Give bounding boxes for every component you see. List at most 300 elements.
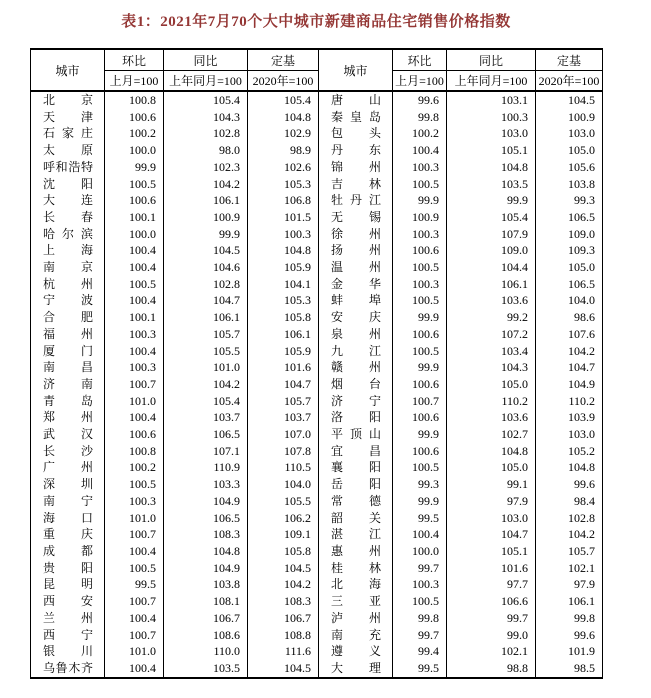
- fixed-base-index-cell: 107.8: [248, 443, 319, 460]
- fixed-base-index-cell: 107.6: [568, 326, 595, 341]
- city-name-cell: 南 昌: [31, 359, 105, 376]
- table-row: [31, 560, 603, 577]
- fixed-base-index-cell: 102.9: [248, 125, 319, 142]
- table-row: [31, 576, 603, 593]
- city-name-cell: 南 充: [319, 627, 393, 644]
- fixed-base-index-cell: 105.5: [248, 493, 319, 510]
- city-name-cell: 深 圳: [31, 476, 105, 493]
- city-name-cell: 海 口: [31, 510, 105, 527]
- yoy-index-cell: 103.6: [447, 292, 536, 309]
- header-mom-left: 环比: [105, 49, 164, 71]
- fixed-base-index-cell: 105.9: [248, 259, 319, 276]
- yoy-index-cell: 103.8: [164, 576, 248, 593]
- fixed-base-index-cell: 100.9: [568, 109, 595, 124]
- mom-index-cell: 101.0: [105, 643, 164, 660]
- city-name-cell: 三 亚: [319, 593, 393, 610]
- mom-index-cell: 100.7: [105, 593, 164, 610]
- table-row: [31, 359, 603, 376]
- yoy-index-cell: 99.9: [164, 226, 248, 243]
- mom-index-cell: 100.9: [393, 209, 447, 226]
- table-row: [31, 242, 603, 259]
- table-row: [31, 543, 603, 560]
- city-name-cell: 韶 关: [319, 510, 393, 527]
- fixed-base-index-cell: 106.2: [248, 510, 319, 527]
- city-name-cell: 湛 江: [319, 526, 393, 543]
- city-name-cell: 长 春: [31, 209, 105, 226]
- yoy-index-cell: 105.4: [164, 91, 248, 109]
- table-row: [31, 309, 603, 326]
- city-name-cell: 合 肥: [31, 309, 105, 326]
- mom-index-cell: 100.2: [393, 125, 447, 142]
- city-name-cell: 唐 山: [319, 91, 393, 109]
- yoy-index-cell: 102.8: [164, 125, 248, 142]
- yoy-index-cell: 108.1: [164, 593, 248, 610]
- mom-index-cell: 100.3: [105, 359, 164, 376]
- city-name-cell: 成 都: [31, 543, 105, 560]
- table-row: [31, 476, 603, 493]
- city-name-cell: 沈 阳: [31, 176, 105, 193]
- city-name-cell: 厦 门: [31, 343, 105, 360]
- table-row: [31, 176, 603, 193]
- yoy-index-cell: 105.0: [447, 459, 536, 476]
- yoy-index-cell: 104.4: [447, 259, 536, 276]
- table-row: [31, 226, 603, 243]
- mom-index-cell: 100.6: [393, 376, 447, 393]
- fixed-base-index-cell: 103.7: [248, 409, 319, 426]
- city-name-cell: 郑 州: [31, 409, 105, 426]
- header-fixed-base-left: 2020年=100: [248, 71, 319, 92]
- mom-index-cell: 100.7: [105, 526, 164, 543]
- fixed-base-index-cell: 108.3: [248, 593, 319, 610]
- fixed-base-index-cell: 101.6: [248, 359, 319, 376]
- yoy-index-cell: 99.9: [447, 192, 536, 209]
- yoy-index-cell: 103.5: [447, 176, 536, 193]
- table-row: [31, 91, 603, 109]
- fixed-base-index-cell: 104.5: [248, 660, 319, 678]
- city-name-cell: 大 连: [31, 192, 105, 209]
- table-row: [31, 109, 603, 126]
- fixed-base-index-cell: 104.8: [568, 460, 595, 475]
- fixed-base-index-cell: 103.0: [568, 427, 595, 442]
- table-row: [31, 610, 603, 627]
- city-name-cell: 徐 州: [319, 226, 393, 243]
- fixed-base-index-cell: 100.3: [248, 226, 319, 243]
- mom-index-cell: 99.9: [393, 426, 447, 443]
- fixed-base-index-cell: 104.8: [248, 242, 319, 259]
- yoy-index-cell: 106.5: [164, 510, 248, 527]
- mom-index-cell: 100.3: [105, 326, 164, 343]
- yoy-index-cell: 98.8: [447, 660, 536, 678]
- yoy-index-cell: 101.0: [164, 359, 248, 376]
- table-row: [31, 493, 603, 510]
- mom-index-cell: 100.2: [105, 125, 164, 142]
- fixed-base-index-cell: 105.3: [248, 176, 319, 193]
- table-row: [31, 409, 603, 426]
- city-name-cell: 太 原: [31, 142, 105, 159]
- city-name-cell: 赣 州: [319, 359, 393, 376]
- city-name-cell: 安 庆: [319, 309, 393, 326]
- table-row: [31, 459, 603, 476]
- table-row: [31, 125, 603, 142]
- city-name-cell: 重 庆: [31, 526, 105, 543]
- yoy-index-cell: 103.3: [164, 476, 248, 493]
- header-yoy-base-right: 上年同月=100: [447, 71, 536, 92]
- yoy-index-cell: 104.8: [447, 443, 536, 460]
- fixed-base-index-cell: 109.0: [568, 226, 595, 241]
- fixed-base-index-cell: 106.1: [568, 594, 595, 609]
- city-name-cell: 遵 义: [319, 643, 393, 660]
- fixed-base-index-cell: 110.2: [568, 393, 595, 408]
- table-row: [31, 209, 603, 226]
- mom-index-cell: 100.5: [105, 276, 164, 293]
- fixed-base-index-cell: 105.6: [568, 159, 595, 174]
- mom-index-cell: 100.1: [105, 309, 164, 326]
- fixed-base-index-cell: 102.1: [568, 560, 595, 575]
- yoy-index-cell: 101.6: [447, 560, 536, 577]
- table-row: [31, 192, 603, 209]
- fixed-base-index-cell: 98.6: [574, 310, 595, 325]
- mom-index-cell: 99.8: [393, 109, 447, 126]
- mom-index-cell: 99.5: [393, 510, 447, 527]
- yoy-index-cell: 107.1: [164, 443, 248, 460]
- mom-index-cell: 99.9: [393, 309, 447, 326]
- table-row: [31, 259, 603, 276]
- mom-index-cell: 100.8: [105, 91, 164, 109]
- yoy-index-cell: 99.0: [447, 627, 536, 644]
- city-name-cell: 贵 阳: [31, 560, 105, 577]
- yoy-index-cell: 103.7: [164, 409, 248, 426]
- header-fixed-base-right: 2020年=100: [538, 74, 600, 88]
- yoy-index-cell: 107.9: [447, 226, 536, 243]
- yoy-index-cell: 106.6: [447, 593, 536, 610]
- fixed-base-index-cell: 105.8: [248, 309, 319, 326]
- mom-index-cell: 100.5: [393, 292, 447, 309]
- mom-index-cell: 100.7: [105, 376, 164, 393]
- city-name-cell: 哈 尔 滨: [31, 226, 105, 243]
- fixed-base-index-cell: 108.8: [248, 627, 319, 644]
- fixed-base-index-cell: 98.5: [574, 660, 595, 675]
- mom-index-cell: 100.6: [105, 109, 164, 126]
- mom-index-cell: 100.5: [393, 259, 447, 276]
- yoy-index-cell: 97.7: [447, 576, 536, 593]
- mom-index-cell: 99.9: [393, 359, 447, 376]
- table-row: [31, 443, 603, 460]
- yoy-index-cell: 106.1: [164, 192, 248, 209]
- mom-index-cell: 100.4: [393, 142, 447, 159]
- mom-index-cell: 100.3: [393, 576, 447, 593]
- fixed-base-index-cell: 106.7: [248, 610, 319, 627]
- mom-index-cell: 99.6: [393, 91, 447, 109]
- fixed-base-index-cell: 103.8: [568, 176, 595, 191]
- fixed-base-index-cell: 99.8: [574, 610, 595, 625]
- yoy-index-cell: 104.3: [164, 109, 248, 126]
- fixed-base-index-cell: 103.9: [568, 410, 595, 425]
- mom-index-cell: 100.5: [105, 560, 164, 577]
- city-name-cell: 蚌 埠: [319, 292, 393, 309]
- mom-index-cell: 100.6: [393, 409, 447, 426]
- city-name-cell: 宁 波: [31, 292, 105, 309]
- city-name-cell: 武 汉: [31, 426, 105, 443]
- city-name-cell: 岳 阳: [319, 476, 393, 493]
- table-row: [31, 326, 603, 343]
- fixed-base-index-cell: 102.6: [248, 159, 319, 176]
- city-name-cell: 乌 鲁 木 齐: [31, 660, 105, 678]
- fixed-base-index-cell: 101.9: [568, 644, 595, 659]
- city-name-cell: 南 宁: [31, 493, 105, 510]
- yoy-index-cell: 102.8: [164, 276, 248, 293]
- city-name-cell: 杭 州: [31, 276, 105, 293]
- city-name-cell: 济 宁: [319, 393, 393, 410]
- header-city-left: 城市: [31, 49, 105, 91]
- mom-index-cell: 99.9: [393, 192, 447, 209]
- header-fixed-left: 定基: [248, 49, 319, 71]
- yoy-index-cell: 98.0: [164, 142, 248, 159]
- mom-index-cell: 100.0: [105, 226, 164, 243]
- city-name-cell: 桂 林: [319, 560, 393, 577]
- fixed-base-index-cell: 111.6: [248, 643, 319, 660]
- table-row: [31, 343, 603, 360]
- fixed-base-index-cell: 110.5: [248, 459, 319, 476]
- city-name-cell: 泉 州: [319, 326, 393, 343]
- fixed-base-index-cell: 105.0: [568, 143, 595, 158]
- yoy-index-cell: 100.9: [164, 209, 248, 226]
- fixed-base-index-cell: 106.1: [248, 326, 319, 343]
- city-name-cell: 上 海: [31, 242, 105, 259]
- yoy-index-cell: 105.7: [164, 326, 248, 343]
- city-name-cell: 福 州: [31, 326, 105, 343]
- fixed-base-index-cell: 98.4: [574, 493, 595, 508]
- mom-index-cell: 100.4: [105, 242, 164, 259]
- fixed-base-index-cell: 104.9: [568, 376, 595, 391]
- fixed-base-index-cell: 104.2: [568, 527, 595, 542]
- table-header: [31, 49, 603, 91]
- header-city-right: 城市: [319, 49, 393, 91]
- yoy-index-cell: 103.0: [447, 510, 536, 527]
- fixed-base-index-cell: 105.4: [248, 91, 319, 109]
- table-row: [31, 593, 603, 610]
- fixed-base-index-cell: 99.3: [574, 193, 595, 208]
- fixed-base-index-cell: 104.7: [568, 360, 595, 375]
- yoy-index-cell: 106.5: [164, 426, 248, 443]
- city-name-cell: 广 州: [31, 459, 105, 476]
- mom-index-cell: 100.6: [393, 326, 447, 343]
- city-name-cell: 温 州: [319, 259, 393, 276]
- city-name-cell: 无 锡: [319, 209, 393, 226]
- city-name-cell: 九 江: [319, 343, 393, 360]
- yoy-index-cell: 104.8: [164, 543, 248, 560]
- header-yoy-right: 同比: [447, 49, 536, 71]
- table-row: [31, 393, 603, 410]
- city-name-cell: 大 理: [319, 660, 393, 678]
- mom-index-cell: 100.4: [105, 660, 164, 678]
- city-name-cell: 银 川: [31, 643, 105, 660]
- mom-index-cell: 99.8: [393, 610, 447, 627]
- city-name-cell: 天 津: [31, 109, 105, 126]
- yoy-index-cell: 104.2: [164, 376, 248, 393]
- yoy-index-cell: 104.2: [164, 176, 248, 193]
- mom-index-cell: 100.4: [105, 610, 164, 627]
- city-name-cell: 石 家 庄: [31, 125, 105, 142]
- mom-index-cell: 99.9: [105, 159, 164, 176]
- city-name-cell: 南 京: [31, 259, 105, 276]
- fixed-base-index-cell: 105.7: [568, 543, 595, 558]
- table-row: [31, 643, 603, 660]
- fixed-base-index-cell: 101.5: [248, 209, 319, 226]
- mom-index-cell: 100.6: [393, 443, 447, 460]
- fixed-base-index-cell: 105.9: [248, 343, 319, 360]
- city-name-cell: 烟 台: [319, 376, 393, 393]
- yoy-index-cell: 99.7: [447, 610, 536, 627]
- mom-index-cell: 100.5: [105, 476, 164, 493]
- mom-index-cell: 99.9: [393, 493, 447, 510]
- yoy-index-cell: 104.9: [164, 493, 248, 510]
- city-name-cell: 西 宁: [31, 627, 105, 644]
- table-title: 表1：2021年7月70个大中城市新建商品住宅销售价格指数: [121, 14, 511, 30]
- fixed-base-index-cell: 104.0: [248, 476, 319, 493]
- table-body: [31, 91, 603, 678]
- yoy-index-cell: 105.1: [447, 543, 536, 560]
- mom-index-cell: 100.4: [105, 292, 164, 309]
- mom-index-cell: 100.3: [393, 226, 447, 243]
- fixed-base-index-cell: 109.1: [248, 526, 319, 543]
- fixed-base-index-cell: 102.8: [568, 510, 595, 525]
- city-name-cell: 泸 州: [319, 610, 393, 627]
- mom-index-cell: 100.4: [105, 409, 164, 426]
- fixed-base-index-cell: 104.5: [248, 560, 319, 577]
- fixed-base-index-cell: 99.6: [574, 477, 595, 492]
- yoy-index-cell: 102.3: [164, 159, 248, 176]
- yoy-index-cell: 97.9: [447, 493, 536, 510]
- yoy-index-cell: 105.4: [164, 393, 248, 410]
- fixed-base-index-cell: 105.2: [568, 443, 595, 458]
- yoy-index-cell: 110.2: [447, 393, 536, 410]
- mom-index-cell: 100.5: [393, 459, 447, 476]
- mom-index-cell: 100.3: [393, 159, 447, 176]
- price-index-table: [30, 48, 603, 679]
- table-row: [31, 159, 603, 176]
- fixed-base-index-cell: 107.0: [248, 426, 319, 443]
- fixed-base-index-cell: 104.2: [248, 576, 319, 593]
- mom-index-cell: 100.4: [105, 343, 164, 360]
- fixed-base-index-cell: 104.1: [248, 276, 319, 293]
- yoy-index-cell: 104.8: [447, 159, 536, 176]
- mom-index-cell: 101.0: [105, 393, 164, 410]
- yoy-index-cell: 105.5: [164, 343, 248, 360]
- mom-index-cell: 100.3: [393, 276, 447, 293]
- yoy-index-cell: 99.1: [447, 476, 536, 493]
- city-name-cell: 惠 州: [319, 543, 393, 560]
- fixed-base-index-cell: 105.8: [248, 543, 319, 560]
- mom-index-cell: 99.3: [393, 476, 447, 493]
- mom-index-cell: 99.7: [393, 560, 447, 577]
- table-row: [31, 660, 603, 678]
- city-name-cell: 襄 阳: [319, 459, 393, 476]
- city-name-cell: 秦 皇 岛: [319, 109, 393, 126]
- header-yoy-base-left: 上年同月=100: [164, 71, 248, 92]
- fixed-base-index-cell: 104.5: [536, 91, 603, 109]
- city-name-cell: 吉 林: [319, 176, 393, 193]
- mom-index-cell: 99.5: [105, 576, 164, 593]
- mom-index-cell: 100.5: [105, 176, 164, 193]
- city-name-cell: 呼 和 浩 特: [31, 159, 105, 176]
- yoy-index-cell: 106.1: [164, 309, 248, 326]
- mom-index-cell: 100.0: [393, 543, 447, 560]
- city-name-cell: 青 岛: [31, 393, 105, 410]
- fixed-base-index-cell: 104.2: [568, 343, 595, 358]
- mom-index-cell: 100.6: [393, 242, 447, 259]
- table-row: [31, 292, 603, 309]
- yoy-index-cell: 108.6: [164, 627, 248, 644]
- fixed-base-index-cell: 97.9: [574, 577, 595, 592]
- fixed-base-index-cell: 99.6: [574, 627, 595, 642]
- yoy-index-cell: 105.0: [447, 376, 536, 393]
- city-name-cell: 牡 丹 江: [319, 192, 393, 209]
- mom-index-cell: 100.7: [393, 393, 447, 410]
- yoy-index-cell: 100.3: [447, 109, 536, 126]
- yoy-index-cell: 106.7: [164, 610, 248, 627]
- table-row: [31, 426, 603, 443]
- city-name-cell: 常 德: [319, 493, 393, 510]
- yoy-index-cell: 104.7: [447, 526, 536, 543]
- table-row: [31, 510, 603, 527]
- mom-index-cell: 100.0: [105, 142, 164, 159]
- city-name-cell: 北 京: [31, 91, 105, 109]
- mom-index-cell: 100.7: [105, 627, 164, 644]
- fixed-base-index-cell: 106.8: [248, 192, 319, 209]
- city-name-cell: 北 海: [319, 576, 393, 593]
- city-name-cell: 洛 阳: [319, 409, 393, 426]
- fixed-base-index-cell: 103.0: [568, 126, 595, 141]
- city-name-cell: 西 安: [31, 593, 105, 610]
- yoy-index-cell: 104.9: [164, 560, 248, 577]
- mom-index-cell: 100.6: [105, 192, 164, 209]
- fixed-base-index-cell: 106.5: [568, 276, 595, 291]
- mom-index-cell: 99.4: [393, 643, 447, 660]
- city-name-cell: 宜 昌: [319, 443, 393, 460]
- yoy-index-cell: 103.5: [164, 660, 248, 678]
- mom-index-cell: 100.5: [393, 176, 447, 193]
- mom-index-cell: 100.5: [393, 593, 447, 610]
- yoy-index-cell: 109.0: [447, 242, 536, 259]
- mom-index-cell: 101.0: [105, 510, 164, 527]
- fixed-base-index-cell: 104.7: [248, 376, 319, 393]
- mom-index-cell: 100.3: [105, 493, 164, 510]
- yoy-index-cell: 108.3: [164, 526, 248, 543]
- city-name-cell: 平 顶 山: [319, 426, 393, 443]
- yoy-index-cell: 102.7: [447, 426, 536, 443]
- yoy-index-cell: 110.9: [164, 459, 248, 476]
- mom-index-cell: 99.7: [393, 627, 447, 644]
- city-name-cell: 昆 明: [31, 576, 105, 593]
- document-page: [30, 10, 602, 679]
- yoy-index-cell: 106.1: [447, 276, 536, 293]
- header-mom-base-right: 上月=100: [393, 71, 447, 92]
- yoy-index-cell: 103.0: [447, 125, 536, 142]
- mom-index-cell: 100.2: [105, 459, 164, 476]
- mom-index-cell: 100.5: [393, 343, 447, 360]
- yoy-index-cell: 104.7: [164, 292, 248, 309]
- yoy-index-cell: 104.3: [447, 359, 536, 376]
- header-fixed-right: 定基: [536, 49, 603, 71]
- table-row: [31, 627, 603, 644]
- fixed-base-index-cell: 105.3: [248, 292, 319, 309]
- mom-index-cell: 100.4: [105, 259, 164, 276]
- yoy-index-cell: 104.5: [164, 242, 248, 259]
- fixed-base-index-cell: 98.9: [248, 142, 319, 159]
- city-name-cell: 兰 州: [31, 610, 105, 627]
- header-yoy-left: 同比: [164, 49, 248, 71]
- mom-index-cell: 100.4: [393, 526, 447, 543]
